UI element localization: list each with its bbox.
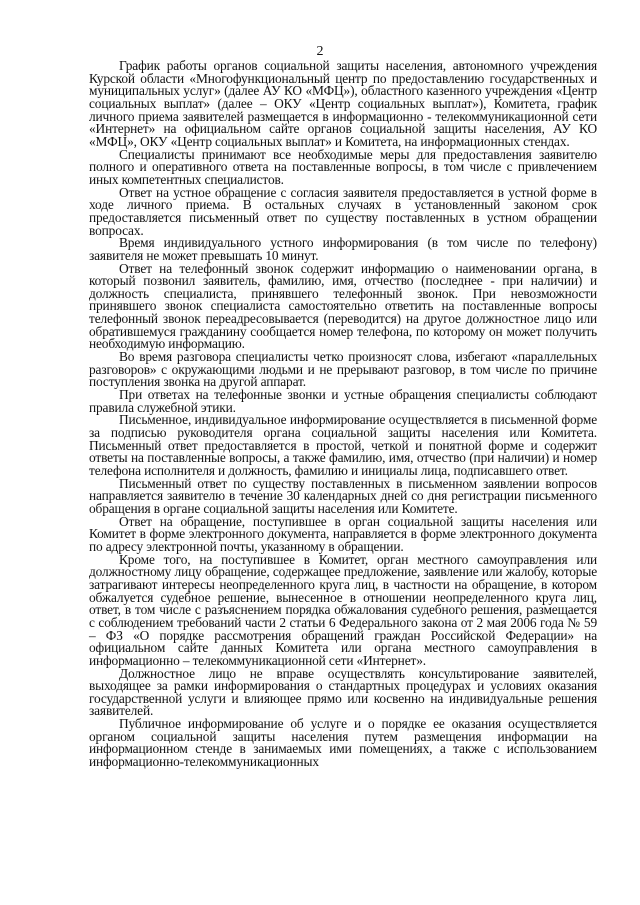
paragraph-service-ethics: При ответах на телефонные звонки и устные обращения специалисты соблюдают правила служебной этики. — [89, 387, 597, 415]
paragraph-electronic-answer: Ответ на обращение, поступившее в орган социальной защиты населения или Комитет в форме электронного документа, направляется в форме электронного документа по адресу электронной почты, указанному в обращении. — [89, 513, 597, 554]
paragraph-specialists-measures: Специалисты принимают все необходимые меры для предоставления заявителю полного и оперативного ответа на поставленные вопросы, в том числе с привлечением иных компетентных специалистов. — [89, 146, 597, 187]
document-body — [89, 60, 597, 769]
page-number: 2 — [316, 44, 324, 59]
paragraph-public-interest-appeals: Кроме того, на поступившее в Комитет, орган местного самоуправления или должностному лицу обращение, содержащее предложение, заявление или жалобу, которые затрагивают интересы неопределенного круга лиц, в частности на обращение, в котором обжалуется судебное решение, вынесенное в отношении неопределенного круга лиц, ответ, в том числе с разъяснением порядка обжалования судебного решения, размещается с соблюдением требований части 2 статьи 6 Федерального закона от 2 мая 2006 года № 59 – ФЗ «О порядке рассмотрения обращений граждан Российской Федерации» на официальном сайте данных Комитета или органа местного самоуправления в информационно – телекоммуникационной сети «Интернет». — [89, 551, 597, 668]
paragraph-written-deadline: Письменный ответ по существу поставленных в письменном заявлении вопросов направляется заявителю в течение 30 календарных дней со дня регистрации письменного обращения в органе социальной защиты населения или Комитете. — [89, 475, 597, 516]
paragraph-oral-time-limit: Время индивидуального устного информирования (в том числе по телефону) заявителя не может превышать 10 минут. — [89, 235, 597, 263]
paragraph-public-informing: Публичное информирование об услуге и о порядке ее оказания осуществляется органом социальной защиты населения путем размещения информации на информационном стенде в занимаемых ими помещениях, а также с использованием информационно-телекоммуникационных — [89, 716, 597, 770]
paragraph-work-schedule: График работы органов социальной защиты населения, автономного учреждения Курской области «Многофункциональный центр по предоставлению государственных и муниципальных услуг» (далее АУ КО «МФЦ»), областного казенного учреждения «Центр социальных выплат» (далее – ОКУ «Центр социальных выплат»), Комитета, график личного приема заявителей размещается в информационно - телекоммуникационной сети «Интернет» на официальном сайте органов социальной защиты населения, АУ КО «МФЦ», ОКУ «Центр социальных выплат» и Комитета, на информационных стендах. — [89, 58, 597, 149]
paragraph-oral-answer: Ответ на устное обращение с согласия заявителя предоставляется в устной форме в ходе личного приема. В остальных случаях в установленный законом срок предоставляется письменный ответ по существу поставленных в устном обращении вопросах. — [89, 184, 597, 238]
paragraph-written-informing: Письменное, индивидуальное информирование осуществляется в письменной форме за подписью руководителя органа социальной защиты населения или Комитета. Письменный ответ предоставляется в простой, четкой и понятной форме и содержит ответы на поставленные вопросы, а также фамилию, имя, отчество (при наличии) и номер телефона исполнителя и должность, фамилию и инициалы лица, подписавшего ответ. — [89, 412, 597, 478]
paragraph-conversation-rules: Во время разговора специалисты четко произносят слова, избегают «параллельных разговоров» с окружающими людьми и не прерывают разговор, в том числе по причине поступления звонка на другой аппарат. — [89, 349, 597, 390]
paragraph-phone-answer: Ответ на телефонный звонок содержит информацию о наименовании органа, в который позвонил заявитель, фамилию, имя, отчество (последнее - при наличии) и должность специалиста, принявшего телефонный звонок. При невозможности принявшего звонок специалиста самостоятельно ответить на поставленные вопросы телефонный звонок переадресовывается (переводится) на другое должностное лицо или обратившемуся гражданину сообщается номер телефона, по которому он может получить необходимую информацию. — [89, 260, 597, 352]
paragraph-consulting-limits: Должностное лицо не вправе осуществлять консультирование заявителей, выходящее за рамки информирования о стандартных процедурах и условиях оказания государственной услуги и влияющее прямо или косвенно на индивидуальные решения заявителей. — [89, 665, 597, 719]
